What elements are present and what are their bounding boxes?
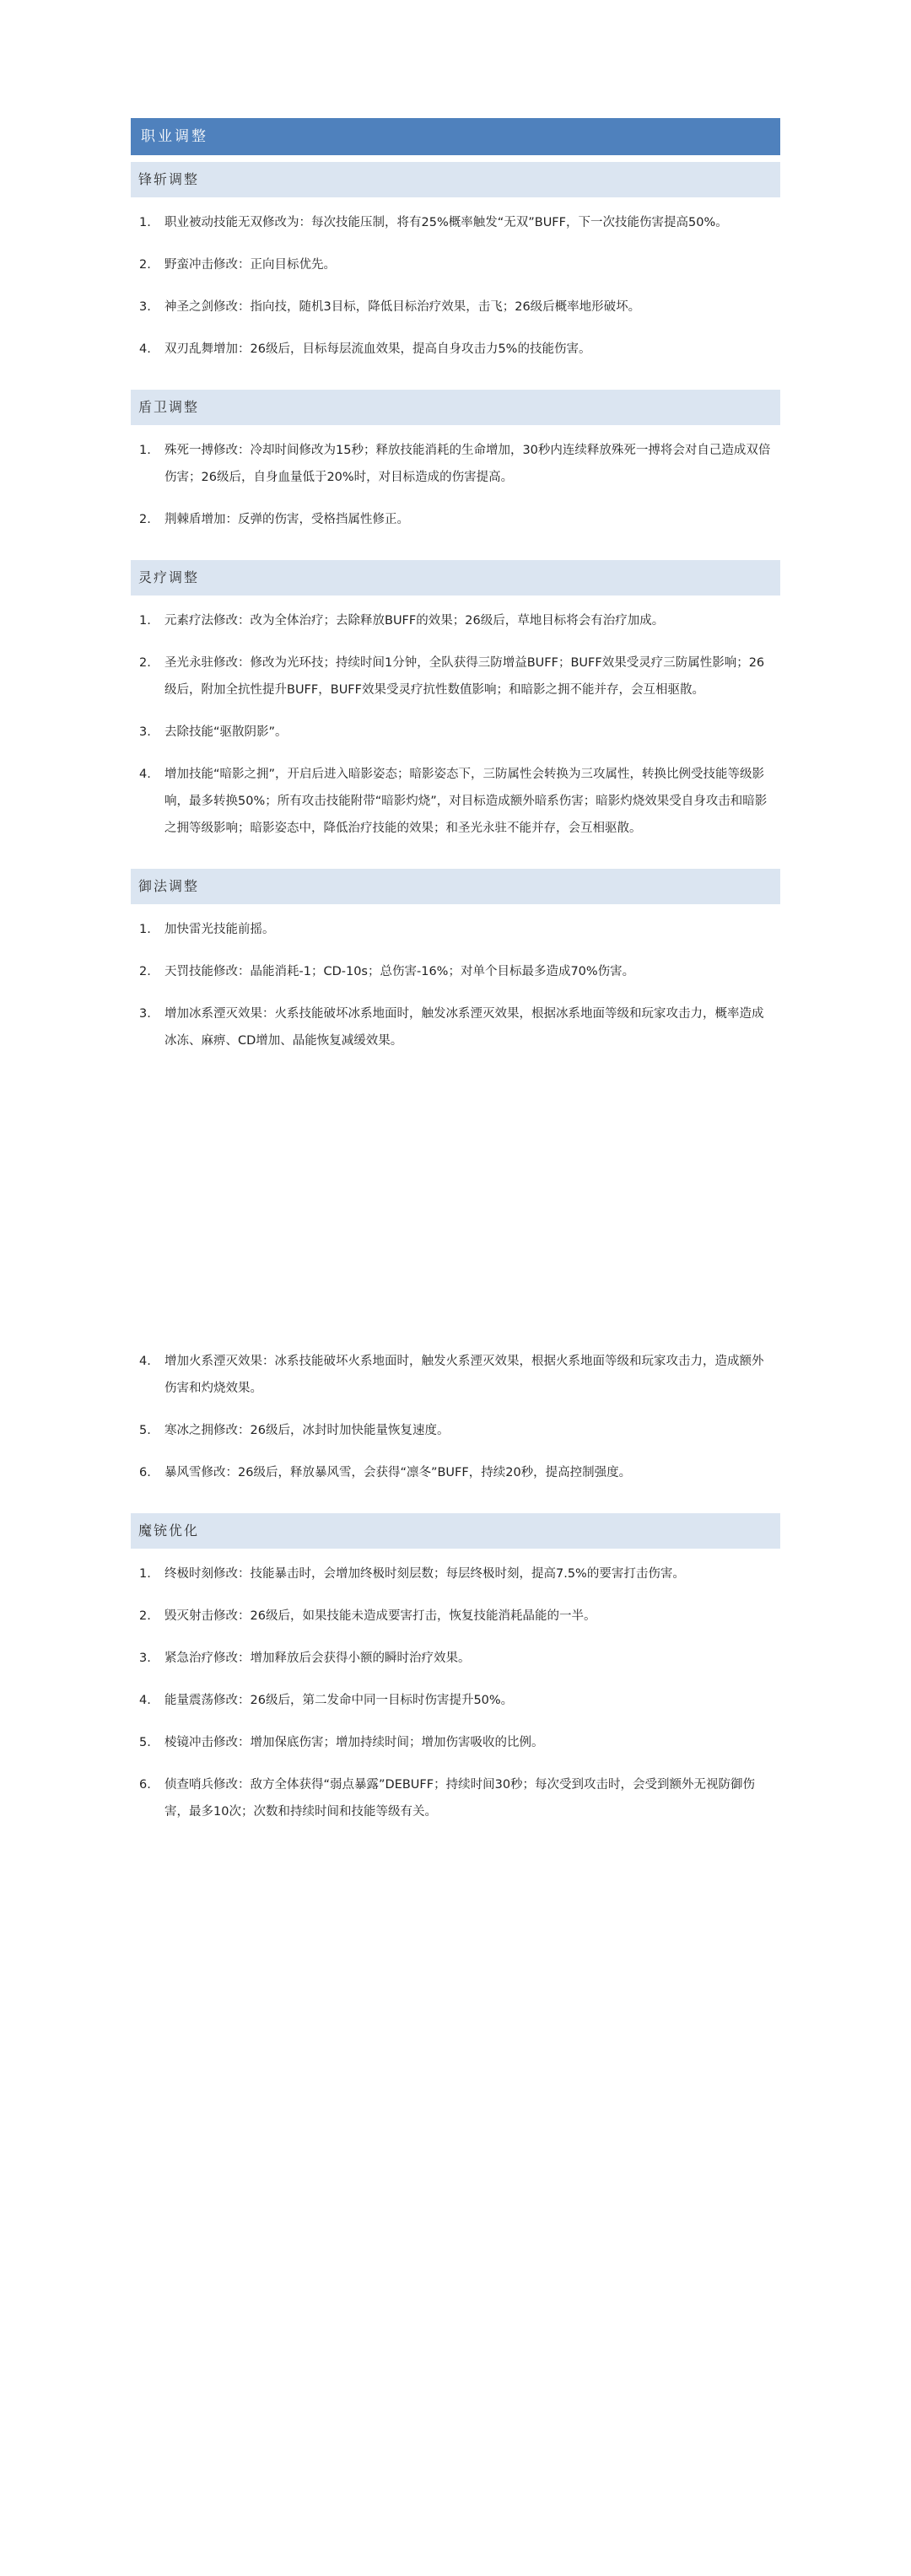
lingliao-item-list xyxy=(131,595,780,862)
list-item xyxy=(131,1560,780,1587)
fengzhan-item-list xyxy=(131,197,780,383)
list-item xyxy=(131,719,780,746)
list-item xyxy=(131,958,780,985)
list-item xyxy=(131,294,780,321)
item-text: 毁灭射击修改：26级后，如果技能未造成要害打击，恢复技能消耗晶能的一半。 xyxy=(164,1609,596,1623)
list-item xyxy=(131,761,780,842)
item-text: 紧急治疗修改：增加释放后会获得小额的瞬时治疗效果。 xyxy=(164,1652,471,1665)
section-header-dunwei: 盾卫调整 xyxy=(131,390,780,425)
item-number: 2. xyxy=(139,656,151,670)
item-text: 野蛮冲击修改：正向目标优先。 xyxy=(164,258,336,272)
list-item xyxy=(131,1645,780,1672)
main-title: 职业调整 xyxy=(131,118,780,155)
yufa-item-list xyxy=(131,904,780,1075)
list-item xyxy=(131,1459,780,1486)
section-header-lingliao: 灵疗调整 xyxy=(131,560,780,595)
item-text: 增加技能“暗影之拥”，开启后进入暗影姿态；暗影姿态下，三防属性会转换为三攻属性，转换比例受技能等级影响，最多转换50%；所有攻击技能附带“暗影灼烧”，对目标造成额外暗系伤害；暗影灼烧效果受自身攻击和暗影之拥等级影响；暗影姿态中，降低治疗技能的效果；和圣光永驻不能并存，会互相驱散。 xyxy=(164,768,768,835)
list-item xyxy=(131,1771,780,1825)
page-break-gap xyxy=(131,1075,780,1336)
item-number: 6. xyxy=(139,1466,151,1479)
item-text: 暴风雪修改：26级后，释放暴风雪，会获得“凛冬”BUFF，持续20秒，提高控制强度。 xyxy=(164,1466,632,1479)
item-text: 殊死一搏修改：冷却时间修改为15秒；释放技能消耗的生命增加，30秒内连续释放殊死一搏将会对自己造成双倍伤害；26级后，自身血量低于20%时，对目标造成的伤害提高。 xyxy=(164,444,771,484)
list-item xyxy=(131,251,780,278)
item-text: 去除技能“驱散阴影”。 xyxy=(164,725,288,739)
item-text: 加快雷光技能前摇。 xyxy=(164,923,275,936)
item-text: 职业被动技能无双修改为：每次技能压制，将有25%概率触发“无双”BUFF，下一次技能伤害提高50%。 xyxy=(164,216,728,229)
section-header-yufa: 御法调整 xyxy=(131,869,780,904)
mochong-item-list xyxy=(131,1549,780,1846)
item-number: 4. xyxy=(139,768,151,781)
item-number: 1. xyxy=(139,444,151,457)
dunwei-item-list xyxy=(131,425,780,553)
section-header-mochong: 魔铳优化 xyxy=(131,1513,780,1549)
item-number: 2. xyxy=(139,1609,151,1623)
item-number: 4. xyxy=(139,342,151,356)
section-header-fengzhan: 锋斩调整 xyxy=(131,162,780,197)
list-item xyxy=(131,649,780,703)
item-text: 元素疗法修改：改为全体治疗；去除释放BUFF的效果；26级后，草地目标将会有治疗加成。 xyxy=(164,614,665,628)
item-text: 天罚技能修改：晶能消耗-1；CD-10s；总伤害-16%；对单个目标最多造成70%伤害。 xyxy=(164,965,635,978)
item-text: 增加火系湮灭效果：冰系技能破坏火系地面时，触发火系湮灭效果，根据火系地面等级和玩家攻击力，造成额外伤害和灼烧效果。 xyxy=(164,1355,764,1395)
item-text: 增加冰系湮灭效果：火系技能破坏冰系地面时，触发冰系湮灭效果，根据冰系地面等级和玩家攻击力，概率造成冰冻、麻痹、CD增加、晶能恢复减缓效果。 xyxy=(164,1007,764,1048)
item-number: 2. xyxy=(139,513,151,526)
list-item xyxy=(131,437,780,491)
item-number: 1. xyxy=(139,216,151,229)
list-item xyxy=(131,1348,780,1402)
item-number: 4. xyxy=(139,1355,151,1368)
item-text: 神圣之剑修改：指向技，随机3目标，降低目标治疗效果，击飞；26级后概率地形破坏。 xyxy=(164,300,641,314)
item-text: 棱镜冲击修改：增加保底伤害；增加持续时间；增加伤害吸收的比例。 xyxy=(164,1736,544,1749)
item-number: 6. xyxy=(139,1778,151,1792)
item-number: 3. xyxy=(139,1652,151,1665)
item-number: 2. xyxy=(139,258,151,272)
list-item xyxy=(131,1729,780,1756)
list-item xyxy=(131,1687,780,1714)
list-item xyxy=(131,916,780,943)
item-number: 1. xyxy=(139,614,151,628)
item-text: 荆棘盾增加：反弹的伤害，受格挡属性修正。 xyxy=(164,513,409,526)
document-page xyxy=(131,118,780,1846)
item-number: 3. xyxy=(139,300,151,314)
item-number: 1. xyxy=(139,923,151,936)
item-number: 5. xyxy=(139,1424,151,1437)
item-text: 双刃乱舞增加：26级后，目标每层流血效果，提高自身攻击力5%的技能伤害。 xyxy=(164,342,591,356)
list-item xyxy=(131,1417,780,1444)
item-number: 1. xyxy=(139,1567,151,1581)
list-item xyxy=(131,209,780,236)
list-item xyxy=(131,1603,780,1630)
list-item xyxy=(131,1000,780,1054)
item-text: 侦查哨兵修改：敌方全体获得“弱点暴露”DEBUFF；持续时间30秒；每次受到攻击时，会受到额外无视防御伤害，最多10次；次数和持续时间和技能等级有关。 xyxy=(164,1778,756,1819)
item-number: 3. xyxy=(139,725,151,739)
item-text: 终极时刻修改：技能暴击时，会增加终极时刻层数；每层终极时刻，提高7.5%的要害打击伤害。 xyxy=(164,1567,685,1581)
list-item xyxy=(131,506,780,533)
item-text: 寒冰之拥修改：26级后，冰封时加快能量恢复速度。 xyxy=(164,1424,450,1437)
item-text: 能量震荡修改：26级后，第二发命中同一目标时伤害提升50%。 xyxy=(164,1694,514,1707)
item-number: 2. xyxy=(139,965,151,978)
list-item xyxy=(131,607,780,634)
yufa-item-list-continued xyxy=(131,1336,780,1506)
item-number: 5. xyxy=(139,1736,151,1749)
item-text: 圣光永驻修改：修改为光环技；持续时间1分钟，全队获得三防增益BUFF；BUFF效果受灵疗三防属性影响；26级后，附加全抗性提升BUFF，BUFF效果受灵疗抗性数值影响；和暗影之拥不能并存，会互相驱散。 xyxy=(164,656,765,697)
item-number: 3. xyxy=(139,1007,151,1021)
list-item xyxy=(131,336,780,363)
item-number: 4. xyxy=(139,1694,151,1707)
